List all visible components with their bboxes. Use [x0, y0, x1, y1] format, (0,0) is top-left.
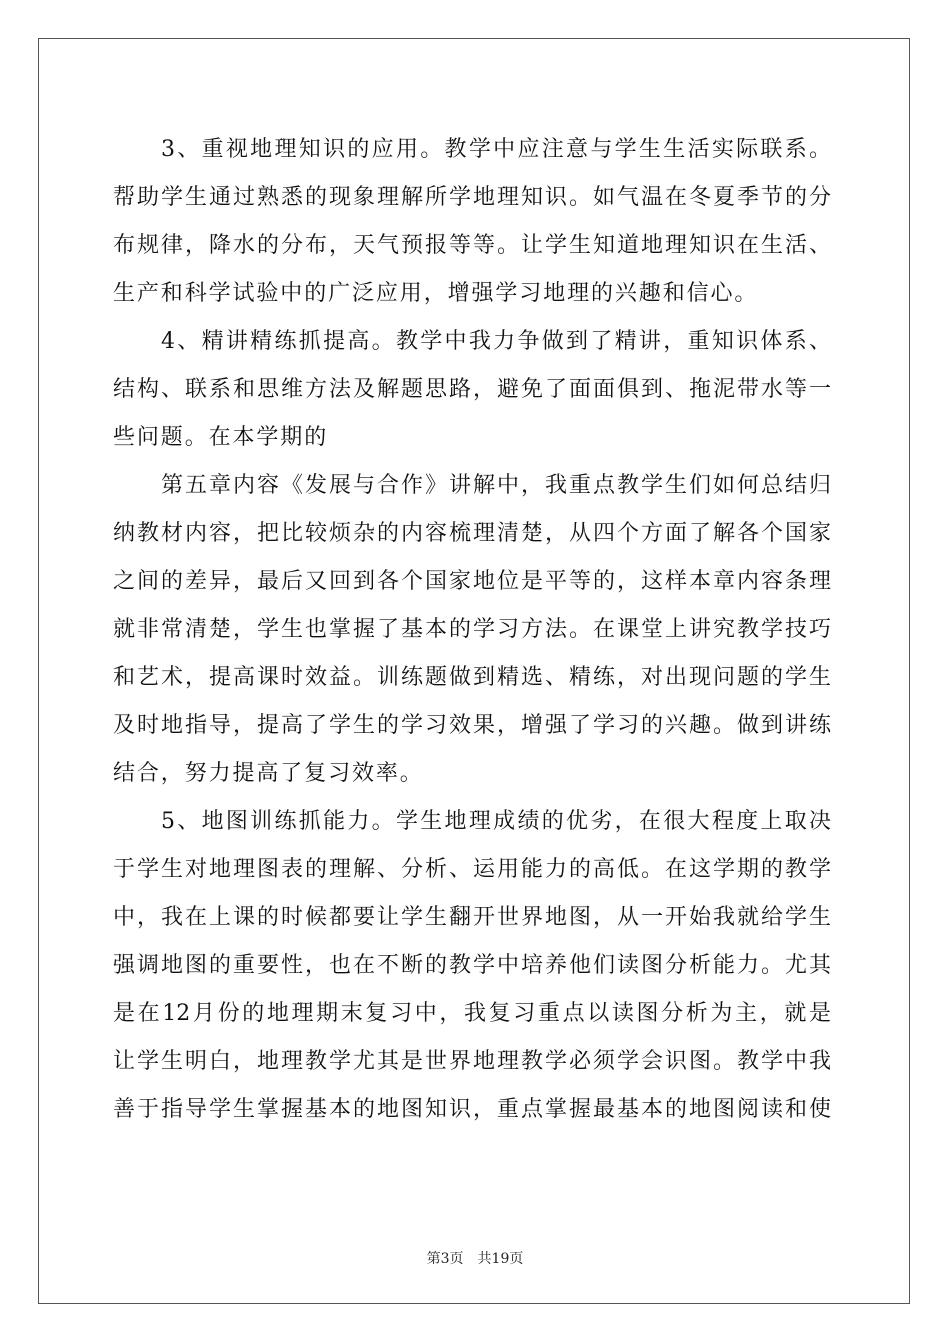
document-body: [113, 126, 831, 1134]
text-line: 就非常清楚，学生也掌握了基本的学习方法。在课堂上讲究教学技巧: [113, 617, 831, 642]
text-line: 于学生对地理图表的理解、分析、运用能力的高低。在这学期的教学: [113, 857, 831, 882]
text-line: 纳教材内容，把比较烦杂的内容梳理清楚，从四个方面了解各个国家: [113, 521, 831, 546]
text-line: 中，我在上课的时候都要让学生翻开世界地图，从一开始我就给学生: [113, 905, 831, 930]
text-line: 3、重视地理知识的应用。教学中应注意与学生生活实际联系。: [161, 137, 831, 162]
text-line: 生产和科学试验中的广泛应用，增强学习地理的兴趣和信心。: [113, 281, 759, 306]
text-line: 结构、联系和思维方法及解题思路，避免了面面俱到、拖泥带水等一: [113, 377, 831, 402]
text-line: 第五章内容《发展与合作》讲解中，我重点教学生们如何总结归: [161, 473, 831, 498]
text-line: 强调地图的重要性，也在不断的教学中培养他们读图分析能力。尤其: [113, 953, 831, 978]
text-line: 之间的差异，最后又回到各个国家地位是平等的，这样本章内容条理: [113, 569, 831, 594]
text-line: 布规律，降水的分布，天气预报等等。让学生知道地理知识在生活、: [113, 233, 831, 258]
text-line: 结合，努力提高了复习效率。: [113, 761, 424, 786]
paragraph: [113, 462, 831, 798]
paragraph: [113, 318, 831, 462]
page-footer: 第3页 共19页: [426, 1251, 524, 1267]
text-line: 5、地图训练抓能力。学生地理成绩的优劣，在很大程度上取决: [161, 809, 831, 834]
text-line: 4、精讲精练抓提高。教学中我力争做到了精讲，重知识体系、: [161, 329, 831, 354]
paragraph: [113, 798, 831, 1134]
text-line: 些问题。在本学期的: [113, 425, 329, 450]
text-line: 让学生明白，地理教学尤其是世界地理教学必须学会识图。教学中我: [113, 1049, 831, 1074]
text-line: 及时地指导，提高了学生的学习效果，增强了学习的兴趣。做到讲练: [113, 713, 831, 738]
text-line: 帮助学生通过熟悉的现象理解所学地理知识。如气温在冬夏季节的分: [113, 185, 831, 210]
text-line: 和艺术，提高课时效益。训练题做到精选、精练，对出现问题的学生: [113, 665, 831, 690]
paragraph: [113, 126, 831, 318]
text-line: 善于指导学生掌握基本的地图知识，重点掌握最基本的地图阅读和使: [113, 1097, 831, 1122]
text-line: 是在12月份的地理期末复习中，我复习重点以读图分析为主，就是: [113, 1001, 831, 1026]
